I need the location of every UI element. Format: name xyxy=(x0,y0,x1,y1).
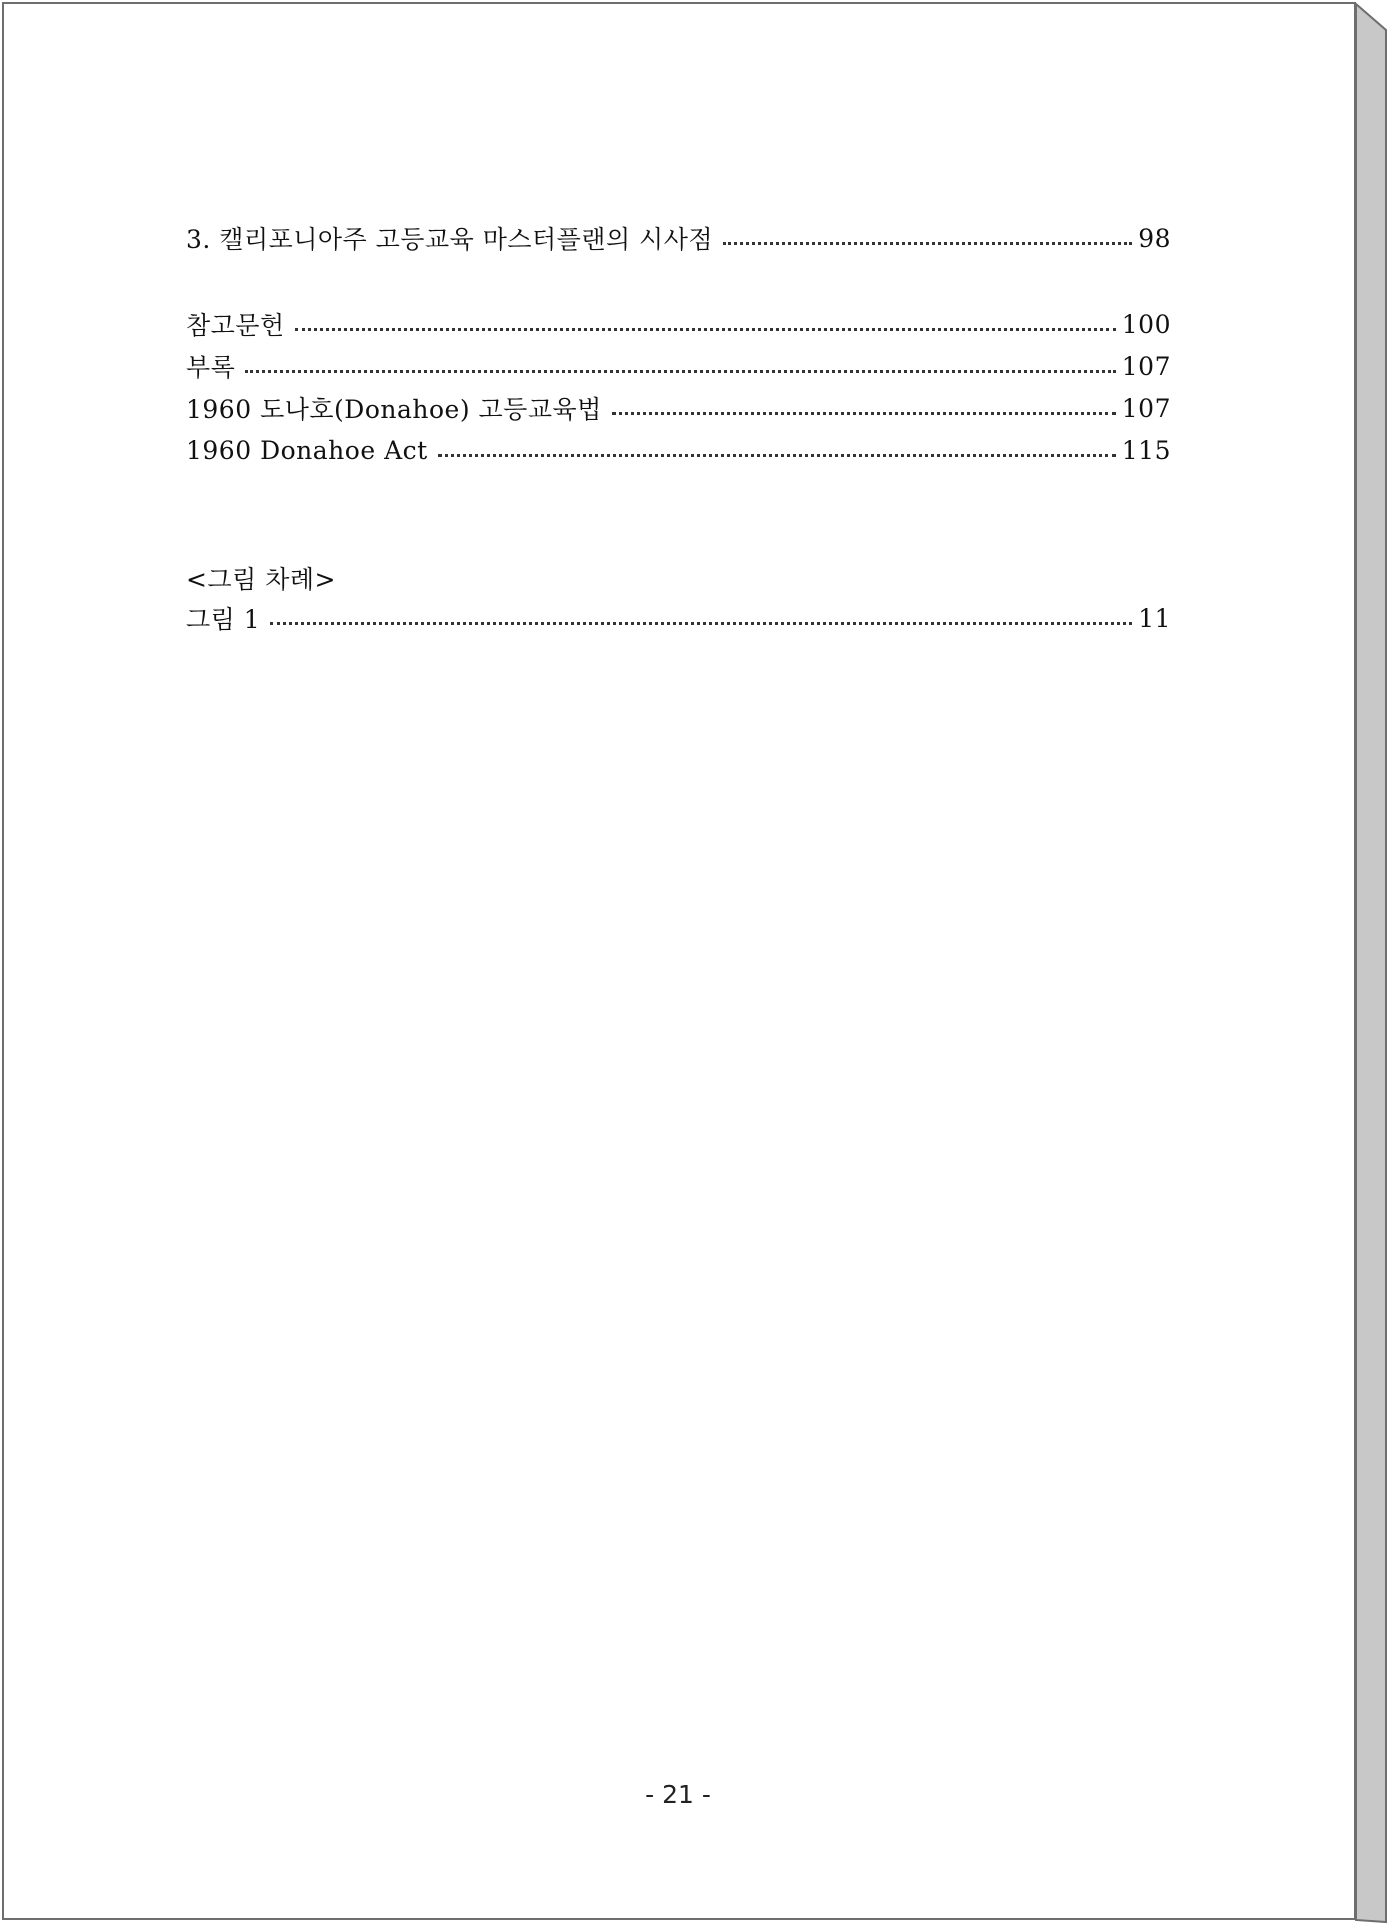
toc-leader-dots xyxy=(612,412,1116,415)
toc-leader-dots xyxy=(270,622,1132,625)
page-number: - 21 - xyxy=(645,1780,711,1809)
toc-entry-page: 98 xyxy=(1138,223,1171,253)
toc-entry xyxy=(186,346,1171,386)
toc-entry xyxy=(186,304,1171,344)
figure-entry xyxy=(186,598,1171,638)
document-page xyxy=(2,2,1356,1920)
figure-entry-page: 11 xyxy=(1138,603,1171,633)
toc-entry-label: 1960 Donahoe Act xyxy=(186,435,428,465)
toc-entry-page: 100 xyxy=(1121,309,1171,339)
toc-entry-label: 부록 xyxy=(186,353,236,382)
toc-entry-label: 참고문헌 xyxy=(186,311,285,340)
toc-leader-dots xyxy=(245,370,1115,373)
toc-entry-label: 1960 도나호(Donahoe) 고등교육법 xyxy=(186,395,602,424)
toc-entry-page: 115 xyxy=(1121,435,1171,465)
toc-leader-dots xyxy=(438,454,1116,457)
toc-leader-dots xyxy=(723,242,1132,245)
toc-entry xyxy=(186,430,1171,470)
toc-entry-page: 107 xyxy=(1121,351,1171,381)
toc-entry xyxy=(186,218,1171,258)
toc-entry-page: 107 xyxy=(1121,393,1171,423)
toc-entry-label: 3. 캘리포니아주 고등교육 마스터플랜의 시사점 xyxy=(186,225,713,254)
toc-leader-dots xyxy=(295,328,1116,331)
figure-entry-label: 그림 1 xyxy=(186,605,261,634)
toc-entry xyxy=(186,388,1171,428)
figures-heading: <그림 차례> xyxy=(186,565,336,594)
